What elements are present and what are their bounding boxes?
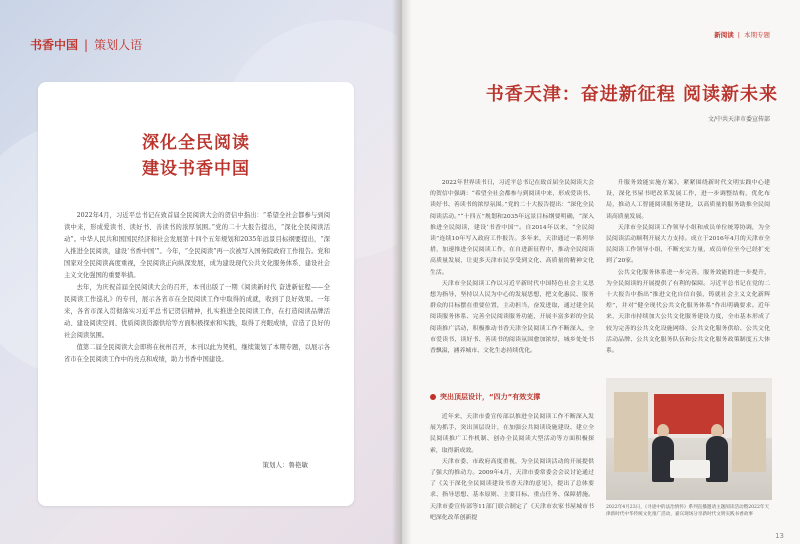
article-column-1 xyxy=(430,178,594,357)
photo-table xyxy=(670,460,710,478)
section-heading xyxy=(430,392,540,402)
header-separator: | xyxy=(84,38,89,52)
header-separator: | xyxy=(737,31,740,39)
photo-caption: 2022年4月23日，《寻迹中的法治情怀》系列直播邀请主题阅读活动暨2022年天津新时代中华传统文化推广活动，嘉宾现场分享新时代文明实践书香故事 xyxy=(606,505,770,517)
article-paragraph: 2022年世界读书日，习近平总书记在致首届全民阅读大会的贺信中强调：“希望全社会都参与到阅读中来，形成爱读书、读好书、善读书的浓厚氛围。”党的二十大报告提出：“深化全民阅读活动。”“十四五”规划和2035年远景目标纲要明确，“深入推进全民阅读，建设‘书香中国’”。自2014年以来，“全民阅读”连续10年写入政府工作报告。多年来，天津通过一系列举措，加速推进全民阅读工作，在自进新征程中，推动全民阅读高质量发展，让更多天津市民享受到文化、高质量的精神文化生活。 xyxy=(430,180,594,276)
page-gutter xyxy=(392,0,412,544)
article-paragraph: 天津市委、市政府高度重视，为全民阅读活动的开展提供了强大的推动力。2009年4月，天津市委常委会会议讨论通过了《关于深化全民阅读建设书香天津的意见》，提出了总体要求、指导思想、基本原则、主要目标、重点任务、保障措施。天津市委宣传部等11部门联合制定了《天津市农家书屋城市书吧深化改革创新提 xyxy=(430,458,594,521)
card-paragraph: 2022年4月，习近平总书记在致首届全民阅读大会的贺信中指出：“希望全社会都参与到阅读中来，形成爱读书、读好书、善读书的浓厚氛围。”党的二十大报告提出，“深化全民阅读活动”。中华人民共和国国民经济和社会发展第十四个五年规划和2035年远景目标纲要提出，“深入推进全民阅读，建设‘书香中国’”。今年，“全民阅读”再一次被写入国务院政府工作报告。党和国家对全民阅读高度重视，全民阅读正向纵深发展，成为建设现代公共文化服务体系、建设社会主义文化强国的重要举措。 xyxy=(64,212,330,279)
photo-bookshelf-left xyxy=(614,392,648,472)
planner-signature: 策划人：鲁艳敏 xyxy=(262,461,308,469)
article-paragraph: 天津市全民阅读工作领导小组和成员单位统筹协调，为全民阅读活动顺利开展大力支持。成立于2016年4月的天津市全民阅读工作领导小组，不断充实力量，成员单位至今已经扩充到了20家。 xyxy=(606,224,770,265)
article-paragraph: 升服务效能实施方案》，紧紧围绕新时代文明实践中心建设，深化书屋书吧改革发展工作，进一步调整结构，优化布局，推动人工智能阅读服务建设，以高质量的服务助推全民阅读高质量发展。 xyxy=(606,180,770,220)
article-column-3 xyxy=(430,412,594,524)
article-paragraph: 公共文化服务体系进一步完善，服务效能的进一步提升，为全民阅读的开展提供了有利的保障。习近平总书记在党的二十大报告中指出“推进文化自信自强，铸就社会主义文化新辉煌”，并对“健全现代公共文化服务体系”作出明确要求。近年来，天津市持续加大公共文化服务建设力度，全市基本形成了较为完善的公共文化设施网络、公共文化服务供给、公共文化活动品牌、公共文化服务队伍和公共文化服务政策制度五大体系。 xyxy=(606,269,770,355)
article-author: 文/中共天津市委宣传部 xyxy=(707,116,770,123)
header-brand: 书香中国 xyxy=(30,38,79,52)
left-page-header xyxy=(30,36,142,53)
article-paragraph: 近年来，天津市委宣传部以推进全民阅读工作不断深入发展为抓手，突出顶层设计，在加强公共阅读设施建设、建立全民阅读推广工作机制、创办全民阅读大型活动等方面积极探索，取得新成效。 xyxy=(430,414,594,454)
card-body xyxy=(64,210,330,366)
right-page xyxy=(402,0,800,544)
card-paragraph: 值第二届全民阅读大会即将在杭州召开，本刊以此为契机，继续策划了本期专题，以展示各省市在全民阅读工作中的亮点和成绩，助力书香中国建设。 xyxy=(64,344,330,363)
bullet-dot-icon xyxy=(430,394,436,400)
header-section: 策划人语 xyxy=(94,38,143,52)
header-section: 本期专题 xyxy=(744,31,770,39)
left-page xyxy=(0,0,398,544)
page-number: 13 xyxy=(775,532,784,540)
section-heading-text: 突出顶层设计，“四力”有效支撑 xyxy=(440,393,541,401)
interview-photo xyxy=(606,378,772,500)
right-page-header xyxy=(714,30,770,39)
card-title-line1: 深化全民阅读 xyxy=(142,133,250,153)
article-column-2 xyxy=(606,178,770,357)
editorial-card xyxy=(38,82,354,506)
article-paragraph: 天津市全民阅读工作以习近平新时代中国特色社会主义思想为指导，坚持以人民为中心的发展思想，把文化惠民、服务群众的目标摆在重要位置，主动担当，奋发进取，通过建全民阅读服务体系、完善全民阅读服务功能，开展丰富多彩的全民阅读推广活动，积极推动书香天津全民阅读工作不断深入，全市爱读书、读好书、善读书的阅读氛围愈加浓厚，城乡处处书香飘溢，涵养城市、文化生态持续优化。 xyxy=(430,280,594,355)
card-title-line2: 建设书香中国 xyxy=(142,159,250,179)
header-brand: 新阅读 xyxy=(714,31,734,39)
article-title: 书香天津：奋进新征程 阅读新未来 xyxy=(485,84,778,105)
card-paragraph: 去年，为庆祝首届全民阅读大会的召开，本刊出版了一期《阅读新时代 奋进新征程——全民阅读工作巡礼》的专刊，展示各省市在全民阅读工作中取得的成就，收到了良好效果。一年来，各省市深入贯彻落实习近平总书记贺信精神，扎实推进全民阅读工作，在打造阅读品牌活动、建设阅读空间、优质阅读资源供给等方面积极探索和实践，取得了亮眼成绩，营造了良好的社会阅读氛围。 xyxy=(64,284,330,339)
photo-bookshelf-right xyxy=(732,392,766,472)
